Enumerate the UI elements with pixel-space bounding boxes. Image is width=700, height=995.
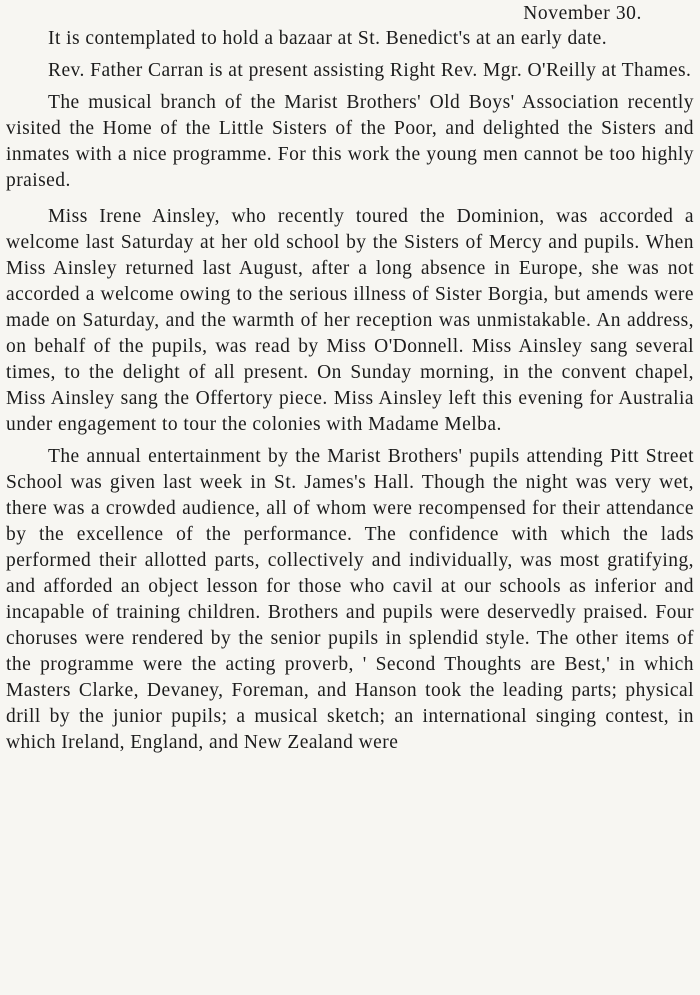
paragraph-musical-branch: The musical branch of the Marist Brothers' Old Boys' Association recently visited the Home of the Little Sisters of the Poor, and delighted the Sisters and inmates with a nice programme. For this work the young men cannot be too highly praised. [6, 92, 694, 191]
paragraph-father-carran: Rev. Father Carran is at present assisting Right Rev. Mgr. O'Reilly at Thames. [48, 60, 692, 81]
paragraph-annual-entertainment: The annual entertainment by the Marist Brothers' pupils attending Pitt Street School was given last week in St. James's Hall. Though the night was very wet, there was a crowded audience, all of whom were recompensed for their attendance by the excellence of the performance. The confidence with which the lads performed their allotted parts, collectively and individually, was most gratifying, and afforded an object lesson for those who cavil at our schools as inferior and incapable of training children. Brothers and pupils were deservedly praised. Four choruses were rendered by the senior pupils in splendid style. The other items of the programme were the acting proverb, ' Second Thoughts are Best,' in which Masters Clarke, Devaney, Foreman, and Hanson took the leading parts; physical drill by the junior pupils; a musical sketch; an international singing contest, in which Ireland, England, and New Zealand were [6, 446, 694, 753]
paragraph-irene-ainsley: Miss Irene Ainsley, who recently toured the Dominion, was accorded a welcome last Saturday at her old school by the Sisters of Mercy and pupils. When Miss Ainsley returned last August, after a long absence in Europe, she was not accorded a welcome owing to the serious illness of Sister Borgia, but amends were made on Saturday, and the warmth of her reception was unmistakable. An address, on behalf of the pupils, was read by Miss O'Donnell. Miss Ainsley sang several times, to the delight of all present. On Sunday morning, in the convent chapel, Miss Ainsley sang the Offertory piece. Miss Ainsley left this evening for Australia under engagement to tour the colonies with Madame Melba. [6, 206, 694, 435]
dateline: November 30. [523, 3, 642, 24]
paragraph-bazaar: It is contemplated to hold a bazaar at St. Benedict's at an early date. [48, 28, 608, 49]
